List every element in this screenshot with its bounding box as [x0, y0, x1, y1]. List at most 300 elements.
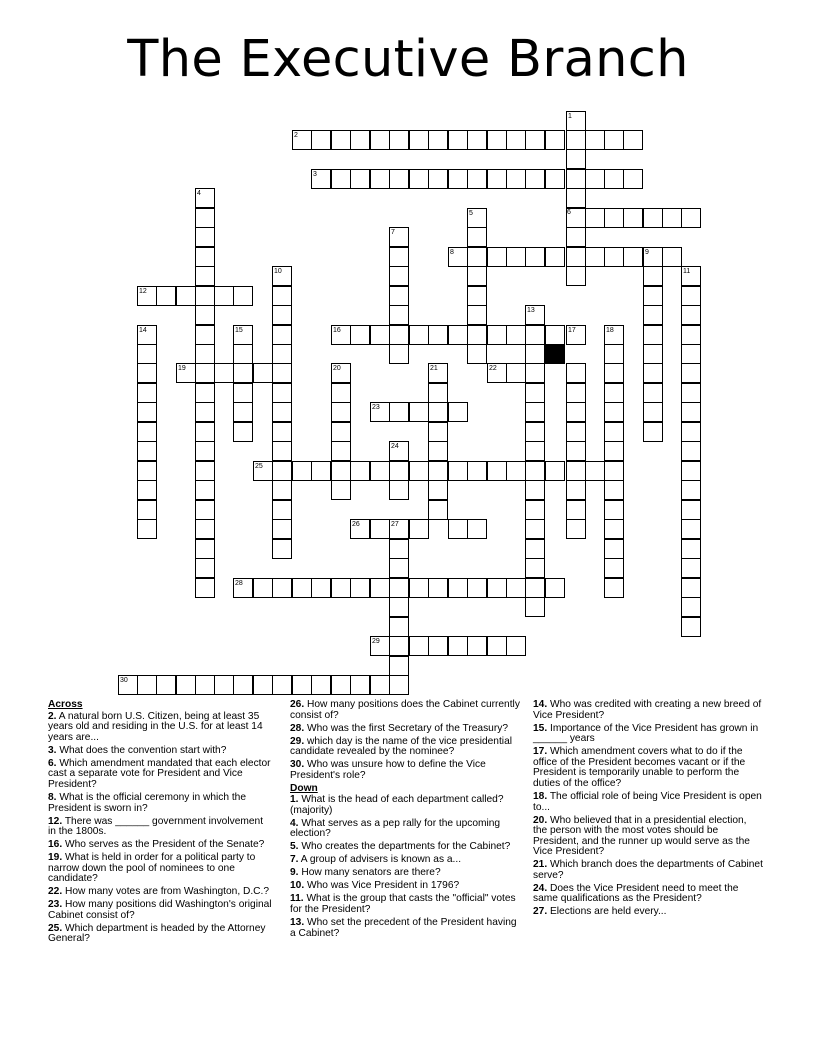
crossword-cell[interactable] — [566, 188, 586, 208]
crossword-cell[interactable] — [428, 169, 448, 189]
crossword-cell[interactable] — [331, 675, 351, 695]
crossword-cell[interactable] — [137, 480, 157, 500]
crossword-cell[interactable] — [487, 636, 507, 656]
crossword-cell[interactable] — [506, 578, 526, 598]
crossword-cell[interactable] — [195, 519, 215, 539]
crossword-cell[interactable] — [681, 441, 701, 461]
crossword-cell[interactable] — [681, 539, 701, 559]
crossword-cell[interactable] — [448, 247, 468, 267]
clue-text: What is held in order for a political party to narrow down the pool of nominees to one candidate? — [48, 852, 256, 885]
clue-number-label: 6. — [48, 757, 57, 769]
crossword-cell[interactable] — [311, 578, 331, 598]
crossword-cell[interactable] — [428, 461, 448, 481]
crossword-cell[interactable] — [195, 461, 215, 481]
crossword-cell[interactable] — [525, 422, 545, 442]
crossword-cell[interactable] — [681, 208, 701, 228]
crossword-cell[interactable] — [604, 422, 624, 442]
crossword-cell[interactable] — [604, 441, 624, 461]
crossword-cell[interactable] — [233, 325, 253, 345]
crossword-cell[interactable] — [566, 130, 586, 150]
crossword-cell[interactable] — [176, 286, 196, 306]
crossword-cell[interactable] — [467, 169, 487, 189]
crossword-cell[interactable] — [350, 169, 370, 189]
crossword-cell[interactable] — [389, 656, 409, 676]
crossword-cell[interactable] — [428, 402, 448, 422]
crossword-cell[interactable] — [604, 247, 624, 267]
crossword-cell[interactable] — [681, 344, 701, 364]
crossword-cell[interactable] — [623, 247, 643, 267]
crossword-cell[interactable] — [487, 130, 507, 150]
crossword-cell[interactable] — [681, 402, 701, 422]
crossword-cell[interactable] — [195, 500, 215, 520]
crossword-cell[interactable] — [233, 363, 253, 383]
crossword-cell[interactable] — [467, 286, 487, 306]
crossword-cell[interactable] — [176, 675, 196, 695]
crossword-cell[interactable] — [195, 286, 215, 306]
crossword-cell[interactable] — [176, 363, 196, 383]
crossword-cell[interactable] — [331, 363, 351, 383]
crossword-cell[interactable] — [137, 441, 157, 461]
crossword-cell[interactable] — [233, 675, 253, 695]
crossword-cell[interactable] — [467, 325, 487, 345]
crossword-cell[interactable] — [272, 461, 292, 481]
crossword-cell[interactable] — [370, 578, 390, 598]
crossword-cell[interactable] — [370, 325, 390, 345]
crossword-cell[interactable] — [350, 675, 370, 695]
crossword-cell[interactable] — [681, 286, 701, 306]
crossword-cell[interactable] — [350, 461, 370, 481]
crossword-cell[interactable] — [525, 480, 545, 500]
crossword-cell[interactable] — [311, 169, 331, 189]
crossword-cell[interactable] — [233, 383, 253, 403]
crossword-cell[interactable] — [195, 383, 215, 403]
crossword-cell[interactable] — [409, 130, 429, 150]
crossword-cell[interactable] — [525, 363, 545, 383]
crossword-cell[interactable] — [566, 363, 586, 383]
crossword-cell[interactable] — [681, 325, 701, 345]
crossword-cell[interactable] — [604, 500, 624, 520]
crossword-cell[interactable] — [525, 247, 545, 267]
crossword-cell[interactable] — [545, 461, 565, 481]
crossword-cell[interactable] — [370, 675, 390, 695]
crossword-cell[interactable] — [156, 675, 176, 695]
crossword-cell[interactable] — [389, 247, 409, 267]
crossword-cell[interactable] — [487, 169, 507, 189]
crossword-cell[interactable] — [604, 480, 624, 500]
crossword-cell[interactable] — [214, 286, 234, 306]
crossword-cell[interactable] — [566, 461, 586, 481]
crossword-cell[interactable] — [409, 636, 429, 656]
crossword-cell[interactable] — [389, 130, 409, 150]
crossword-cell[interactable] — [643, 266, 663, 286]
crossword-cell[interactable] — [137, 344, 157, 364]
crossword-cell[interactable] — [389, 675, 409, 695]
crossword-cell[interactable] — [428, 578, 448, 598]
crossword-cell[interactable] — [525, 578, 545, 598]
crossword-cell[interactable] — [370, 461, 390, 481]
crossword-cell[interactable] — [506, 636, 526, 656]
crossword-cell[interactable] — [389, 286, 409, 306]
crossword-cell[interactable] — [566, 266, 586, 286]
crossword-cell[interactable] — [643, 363, 663, 383]
crossword-cell[interactable] — [137, 325, 157, 345]
crossword-cell[interactable] — [409, 325, 429, 345]
crossword-cell[interactable] — [525, 305, 545, 325]
crossword-cell[interactable] — [272, 539, 292, 559]
crossword-cell[interactable] — [525, 461, 545, 481]
crossword-cell[interactable] — [643, 402, 663, 422]
crossword-cell[interactable] — [506, 169, 526, 189]
crossword-cell[interactable] — [604, 402, 624, 422]
crossword-cell[interactable] — [566, 480, 586, 500]
crossword-cell[interactable] — [467, 461, 487, 481]
crossword-cell[interactable] — [272, 422, 292, 442]
crossword-cell[interactable] — [467, 578, 487, 598]
crossword-cell[interactable] — [272, 500, 292, 520]
crossword-cell[interactable] — [545, 325, 565, 345]
crossword-cell[interactable] — [272, 480, 292, 500]
crossword-cell[interactable] — [389, 402, 409, 422]
crossword-cell[interactable] — [389, 169, 409, 189]
crossword-cell[interactable] — [195, 675, 215, 695]
crossword-cell[interactable] — [389, 305, 409, 325]
crossword-cell[interactable] — [409, 169, 429, 189]
crossword-cell[interactable] — [195, 402, 215, 422]
crossword-cell[interactable] — [137, 286, 157, 306]
clue-item — [533, 860, 763, 881]
crossword-cell[interactable] — [506, 461, 526, 481]
crossword-cell[interactable] — [428, 636, 448, 656]
crossword-cell[interactable] — [272, 441, 292, 461]
crossword-cell[interactable] — [195, 208, 215, 228]
crossword-cell[interactable] — [566, 402, 586, 422]
crossword-cell[interactable] — [292, 130, 312, 150]
crossword-cell[interactable] — [681, 597, 701, 617]
crossword-cell[interactable] — [331, 130, 351, 150]
crossword-cell[interactable] — [566, 227, 586, 247]
crossword-cell[interactable] — [311, 130, 331, 150]
crossword-cell[interactable] — [525, 325, 545, 345]
crossword-cell[interactable] — [566, 441, 586, 461]
crossword-cell[interactable] — [506, 247, 526, 267]
crossword-cell[interactable] — [525, 558, 545, 578]
crossword-cell[interactable] — [448, 519, 468, 539]
crossword-cell[interactable] — [428, 422, 448, 442]
crossword-cell[interactable] — [214, 363, 234, 383]
crossword-cell[interactable] — [389, 266, 409, 286]
crossword-cell[interactable] — [137, 675, 157, 695]
crossword-cell[interactable] — [253, 578, 273, 598]
crossword-cell[interactable] — [292, 675, 312, 695]
crossword-cell[interactable] — [525, 500, 545, 520]
crossword-cell[interactable] — [525, 130, 545, 150]
crossword-cell[interactable] — [370, 169, 390, 189]
crossword-cell[interactable] — [585, 169, 605, 189]
crossword-cell[interactable] — [681, 266, 701, 286]
crossword-cell[interactable] — [681, 422, 701, 442]
crossword-cell[interactable] — [566, 247, 586, 267]
crossword-cell[interactable] — [409, 578, 429, 598]
crossword-cell[interactable] — [272, 519, 292, 539]
crossword-cell[interactable] — [604, 325, 624, 345]
crossword-cell[interactable] — [566, 519, 586, 539]
crossword-cell[interactable] — [331, 169, 351, 189]
crossword-cell[interactable] — [195, 266, 215, 286]
crossword-cell[interactable] — [137, 519, 157, 539]
crossword-cell[interactable] — [448, 169, 468, 189]
crossword-cell[interactable] — [545, 247, 565, 267]
crossword-cell[interactable] — [643, 286, 663, 306]
crossword-cell[interactable] — [604, 578, 624, 598]
crossword-cell[interactable] — [428, 130, 448, 150]
crossword-cell[interactable] — [156, 286, 176, 306]
crossword-cell[interactable] — [370, 130, 390, 150]
crossword-cell[interactable] — [233, 578, 253, 598]
crossword-cell[interactable] — [195, 539, 215, 559]
crossword-cell[interactable] — [643, 325, 663, 345]
crossword-cell[interactable] — [389, 519, 409, 539]
crossword-cell[interactable] — [409, 402, 429, 422]
crossword-cell[interactable] — [506, 130, 526, 150]
crossword-cell[interactable] — [448, 636, 468, 656]
crossword-cell[interactable] — [487, 363, 507, 383]
crossword-cell[interactable] — [331, 441, 351, 461]
crossword-cell[interactable] — [272, 675, 292, 695]
crossword-cell[interactable] — [566, 325, 586, 345]
crossword-cell[interactable] — [370, 519, 390, 539]
crossword-cell[interactable] — [350, 519, 370, 539]
crossword-cell[interactable] — [545, 578, 565, 598]
crossword-cell[interactable] — [604, 363, 624, 383]
crossword-cell[interactable] — [681, 519, 701, 539]
crossword-cell[interactable] — [566, 149, 586, 169]
crossword-cell[interactable] — [525, 169, 545, 189]
crossword-cell[interactable] — [448, 130, 468, 150]
crossword-cell[interactable] — [311, 675, 331, 695]
crossword-cell[interactable] — [428, 383, 448, 403]
crossword-cell[interactable] — [566, 169, 586, 189]
crossword-cell[interactable] — [272, 266, 292, 286]
crossword-cell[interactable] — [214, 675, 234, 695]
crossword-cell[interactable] — [506, 325, 526, 345]
crossword-cell[interactable] — [487, 461, 507, 481]
crossword-cell[interactable] — [195, 578, 215, 598]
crossword-cell[interactable] — [623, 130, 643, 150]
crossword-cell[interactable] — [428, 325, 448, 345]
crossword-cell[interactable] — [604, 169, 624, 189]
crossword-cell[interactable] — [331, 578, 351, 598]
crossword-cell[interactable] — [428, 480, 448, 500]
crossword-cell[interactable] — [292, 461, 312, 481]
crossword-cell[interactable] — [467, 130, 487, 150]
crossword-cell[interactable] — [389, 480, 409, 500]
crossword-cell[interactable] — [487, 247, 507, 267]
crossword-cell[interactable] — [137, 500, 157, 520]
crossword-cell[interactable] — [545, 130, 565, 150]
crossword-cell[interactable] — [389, 325, 409, 345]
crossword-cell[interactable] — [272, 286, 292, 306]
crossword-cell[interactable] — [389, 578, 409, 598]
crossword-cell[interactable] — [643, 344, 663, 364]
crossword-cell[interactable] — [195, 305, 215, 325]
crossword-cell[interactable] — [389, 558, 409, 578]
crossword-cell[interactable] — [681, 363, 701, 383]
crossword-cell[interactable] — [604, 130, 624, 150]
crossword-cell[interactable] — [195, 227, 215, 247]
crossword-cell[interactable] — [195, 480, 215, 500]
crossword-cell[interactable] — [253, 461, 273, 481]
crossword-cell[interactable] — [311, 461, 331, 481]
crossword-cell[interactable] — [643, 422, 663, 442]
crossword-cell[interactable] — [525, 597, 545, 617]
crossword-cell[interactable] — [428, 500, 448, 520]
crossword-cell[interactable] — [525, 402, 545, 422]
clue-text: Which department is headed by the Attorney General? — [48, 922, 266, 945]
crossword-cell[interactable] — [389, 344, 409, 364]
crossword-cell[interactable] — [331, 383, 351, 403]
crossword-cell[interactable] — [566, 111, 586, 131]
crossword-cell[interactable] — [681, 461, 701, 481]
crossword-cell[interactable] — [370, 636, 390, 656]
crossword-cell[interactable] — [137, 461, 157, 481]
crossword-cell[interactable] — [409, 519, 429, 539]
crossword-cell[interactable] — [137, 422, 157, 442]
crossword-cell[interactable] — [467, 208, 487, 228]
crossword-cell[interactable] — [467, 519, 487, 539]
crossword-cell[interactable] — [331, 325, 351, 345]
crossword-cell[interactable] — [409, 461, 429, 481]
crossword-cell[interactable] — [525, 519, 545, 539]
crossword-cell[interactable] — [448, 461, 468, 481]
crossword-cell[interactable] — [389, 461, 409, 481]
crossword-cell[interactable] — [331, 461, 351, 481]
crossword-cell[interactable] — [604, 461, 624, 481]
crossword-cell[interactable] — [195, 441, 215, 461]
crossword-cell[interactable] — [272, 325, 292, 345]
crossword-cell[interactable] — [681, 578, 701, 598]
crossword-cell[interactable] — [585, 247, 605, 267]
crossword-cell[interactable] — [272, 344, 292, 364]
crossword-cell[interactable] — [467, 636, 487, 656]
crossword-cell[interactable] — [137, 402, 157, 422]
crossword-cell[interactable] — [643, 208, 663, 228]
crossword-cell[interactable] — [233, 344, 253, 364]
crossword-cell[interactable] — [350, 325, 370, 345]
crossword-cell[interactable] — [525, 344, 545, 364]
crossword-cell[interactable] — [389, 441, 409, 461]
crossword-cell[interactable] — [350, 130, 370, 150]
crossword-cell[interactable] — [525, 441, 545, 461]
crossword-cell[interactable] — [623, 208, 643, 228]
crossword-cell[interactable] — [331, 402, 351, 422]
crossword-cell[interactable] — [292, 578, 312, 598]
crossword-cell[interactable] — [195, 325, 215, 345]
crossword-cell[interactable] — [604, 383, 624, 403]
crossword-cell[interactable] — [137, 383, 157, 403]
crossword-cell[interactable] — [233, 422, 253, 442]
crossword-cell[interactable] — [448, 578, 468, 598]
crossword-cell[interactable] — [428, 441, 448, 461]
crossword-cell[interactable] — [467, 266, 487, 286]
crossword-cell[interactable] — [604, 539, 624, 559]
crossword-cell[interactable] — [137, 363, 157, 383]
crossword-cell[interactable] — [195, 422, 215, 442]
crossword-cell[interactable] — [585, 130, 605, 150]
crossword-cell[interactable] — [233, 402, 253, 422]
crossword-cell[interactable] — [585, 208, 605, 228]
crossword-cell[interactable] — [389, 227, 409, 247]
crossword-cell[interactable] — [467, 344, 487, 364]
crossword-cell[interactable] — [448, 325, 468, 345]
crossword-cell[interactable] — [545, 169, 565, 189]
crossword-cell[interactable] — [350, 578, 370, 598]
crossword-cell[interactable] — [681, 480, 701, 500]
crossword-cell[interactable] — [331, 422, 351, 442]
crossword-cell[interactable] — [643, 383, 663, 403]
crossword-cell[interactable] — [525, 539, 545, 559]
crossword-cell[interactable] — [272, 363, 292, 383]
crossword-cell[interactable] — [389, 636, 409, 656]
crossword-cell[interactable] — [604, 208, 624, 228]
crossword-cell[interactable] — [370, 402, 390, 422]
crossword-cell[interactable] — [662, 208, 682, 228]
crossword-cell[interactable] — [195, 188, 215, 208]
crossword-cell[interactable] — [195, 558, 215, 578]
crossword-cell[interactable] — [566, 383, 586, 403]
crossword-cell[interactable] — [272, 383, 292, 403]
crossword-cell[interactable] — [525, 383, 545, 403]
crossword-cell[interactable] — [253, 675, 273, 695]
crossword-cell[interactable] — [585, 461, 605, 481]
crossword-cell[interactable] — [118, 675, 138, 695]
crossword-cell[interactable] — [272, 402, 292, 422]
crossword-cell[interactable] — [681, 500, 701, 520]
crossword-cell[interactable] — [604, 519, 624, 539]
crossword-cell[interactable] — [428, 363, 448, 383]
crossword-cell[interactable] — [195, 363, 215, 383]
crossword-cell[interactable] — [681, 383, 701, 403]
crossword-cell[interactable] — [681, 305, 701, 325]
crossword-cell[interactable] — [662, 247, 682, 267]
crossword-cell[interactable] — [467, 247, 487, 267]
crossword-cell[interactable] — [331, 480, 351, 500]
crossword-cell[interactable] — [604, 558, 624, 578]
crossword-cell[interactable] — [566, 500, 586, 520]
crossword-cell[interactable] — [623, 169, 643, 189]
crossword-cell[interactable] — [195, 247, 215, 267]
crossword-cell[interactable] — [253, 363, 273, 383]
crossword-cell[interactable] — [643, 247, 663, 267]
crossword-cell[interactable] — [233, 286, 253, 306]
crossword-cell[interactable] — [681, 617, 701, 637]
crossword-cell[interactable] — [467, 305, 487, 325]
crossword-cell[interactable] — [448, 402, 468, 422]
crossword-cell[interactable] — [681, 558, 701, 578]
crossword-cell[interactable] — [467, 227, 487, 247]
crossword-cell[interactable] — [389, 539, 409, 559]
crossword-cell[interactable] — [487, 325, 507, 345]
crossword-cell[interactable] — [506, 363, 526, 383]
crossword-cell[interactable] — [487, 578, 507, 598]
crossword-cell[interactable] — [389, 597, 409, 617]
crossword-cell[interactable] — [272, 578, 292, 598]
crossword-cell[interactable] — [643, 305, 663, 325]
crossword-cell[interactable] — [389, 617, 409, 637]
crossword-cell[interactable] — [604, 344, 624, 364]
crossword-cell[interactable] — [566, 422, 586, 442]
crossword-cell[interactable] — [272, 305, 292, 325]
crossword-cell[interactable] — [195, 344, 215, 364]
